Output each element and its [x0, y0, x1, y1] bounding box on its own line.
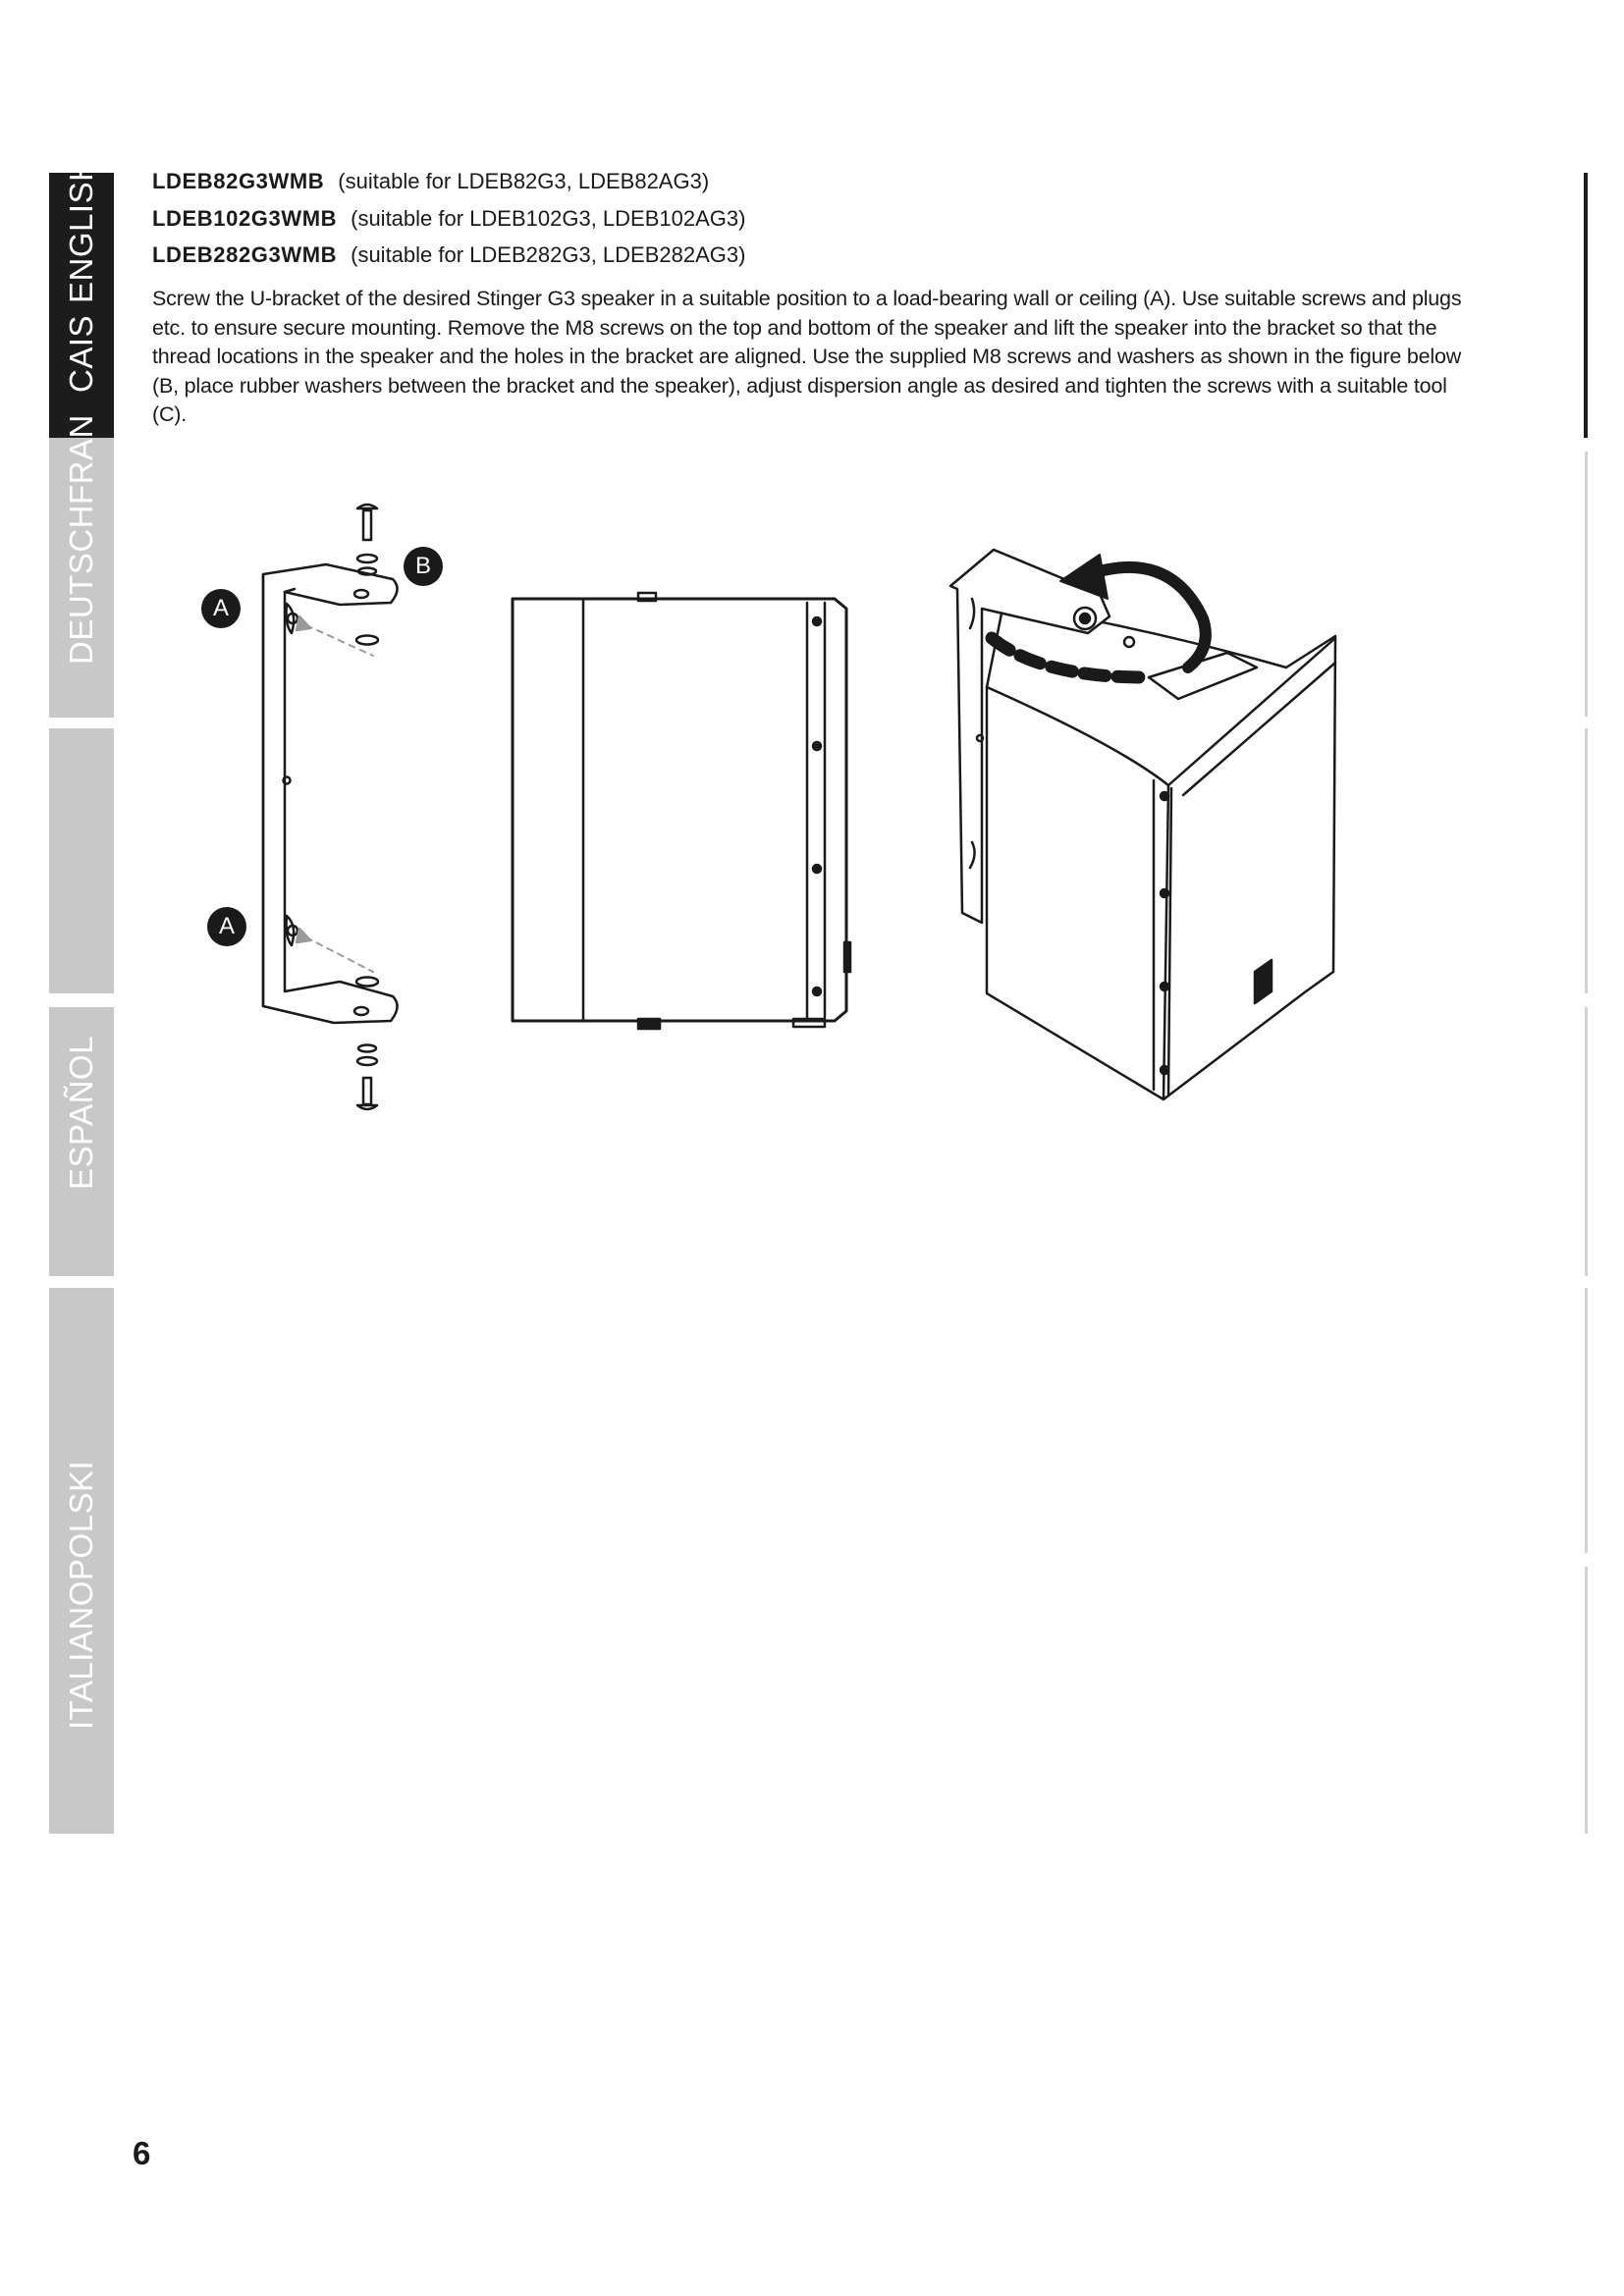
speaker-side-view	[513, 593, 850, 1029]
model-desc: (suitable for LDEB82G3, LDEB82AG3)	[338, 169, 710, 193]
lang-tab-italiano-polski[interactable]	[49, 1288, 114, 1834]
page-number: 6	[133, 2135, 151, 2171]
instructions-paragraph: Screw the U-bracket of the desired Stinger G3 speaker in a suitable position to a load-bearing wall or ceiling (A). Use suitable screws and plugs etc. to ensure secure mounting. Remove the M8 screws on the top and bottom of the speaker and lift the speaker into the bracket so that the thread locations in the speaker and the holes in the bracket are aligned. Use the supplied M8 screws and washers as shown in the figure below (B, place rubber washers between the bracket and the speaker), adjust dispersion angle as desired and tighten the screws with a suitable tool (C).	[152, 287, 1462, 426]
model-desc: (suitable for LDEB102G3, LDEB102AG3)	[351, 206, 746, 231]
lang-tab-deutsch-label: DEUTSCHFRAN	[63, 414, 99, 665]
speaker-perspective-view	[950, 550, 1335, 1099]
callout-a-top: A	[201, 589, 241, 628]
lang-tab-english-label: CAISENGLISH	[63, 157, 99, 393]
model-desc: (suitable for LDEB282G3, LDEB282AG3)	[351, 242, 746, 267]
lang-tab-espanol-label: ESPAÑOL	[63, 1036, 99, 1190]
model-name: LDEB282G3WMB	[152, 242, 338, 267]
u-bracket-drawing	[263, 505, 398, 1109]
right-rule	[1585, 1288, 1588, 1553]
model-name: LDEB102G3WMB	[152, 206, 338, 231]
callout-b: B	[404, 547, 443, 586]
right-rule	[1585, 1567, 1588, 1834]
model-name: LDEB82G3WMB	[152, 169, 325, 193]
lang-tab-italiano-label: ITALIANOPOLSKI	[63, 1460, 99, 1730]
callout-a-bottom: A	[207, 907, 246, 946]
